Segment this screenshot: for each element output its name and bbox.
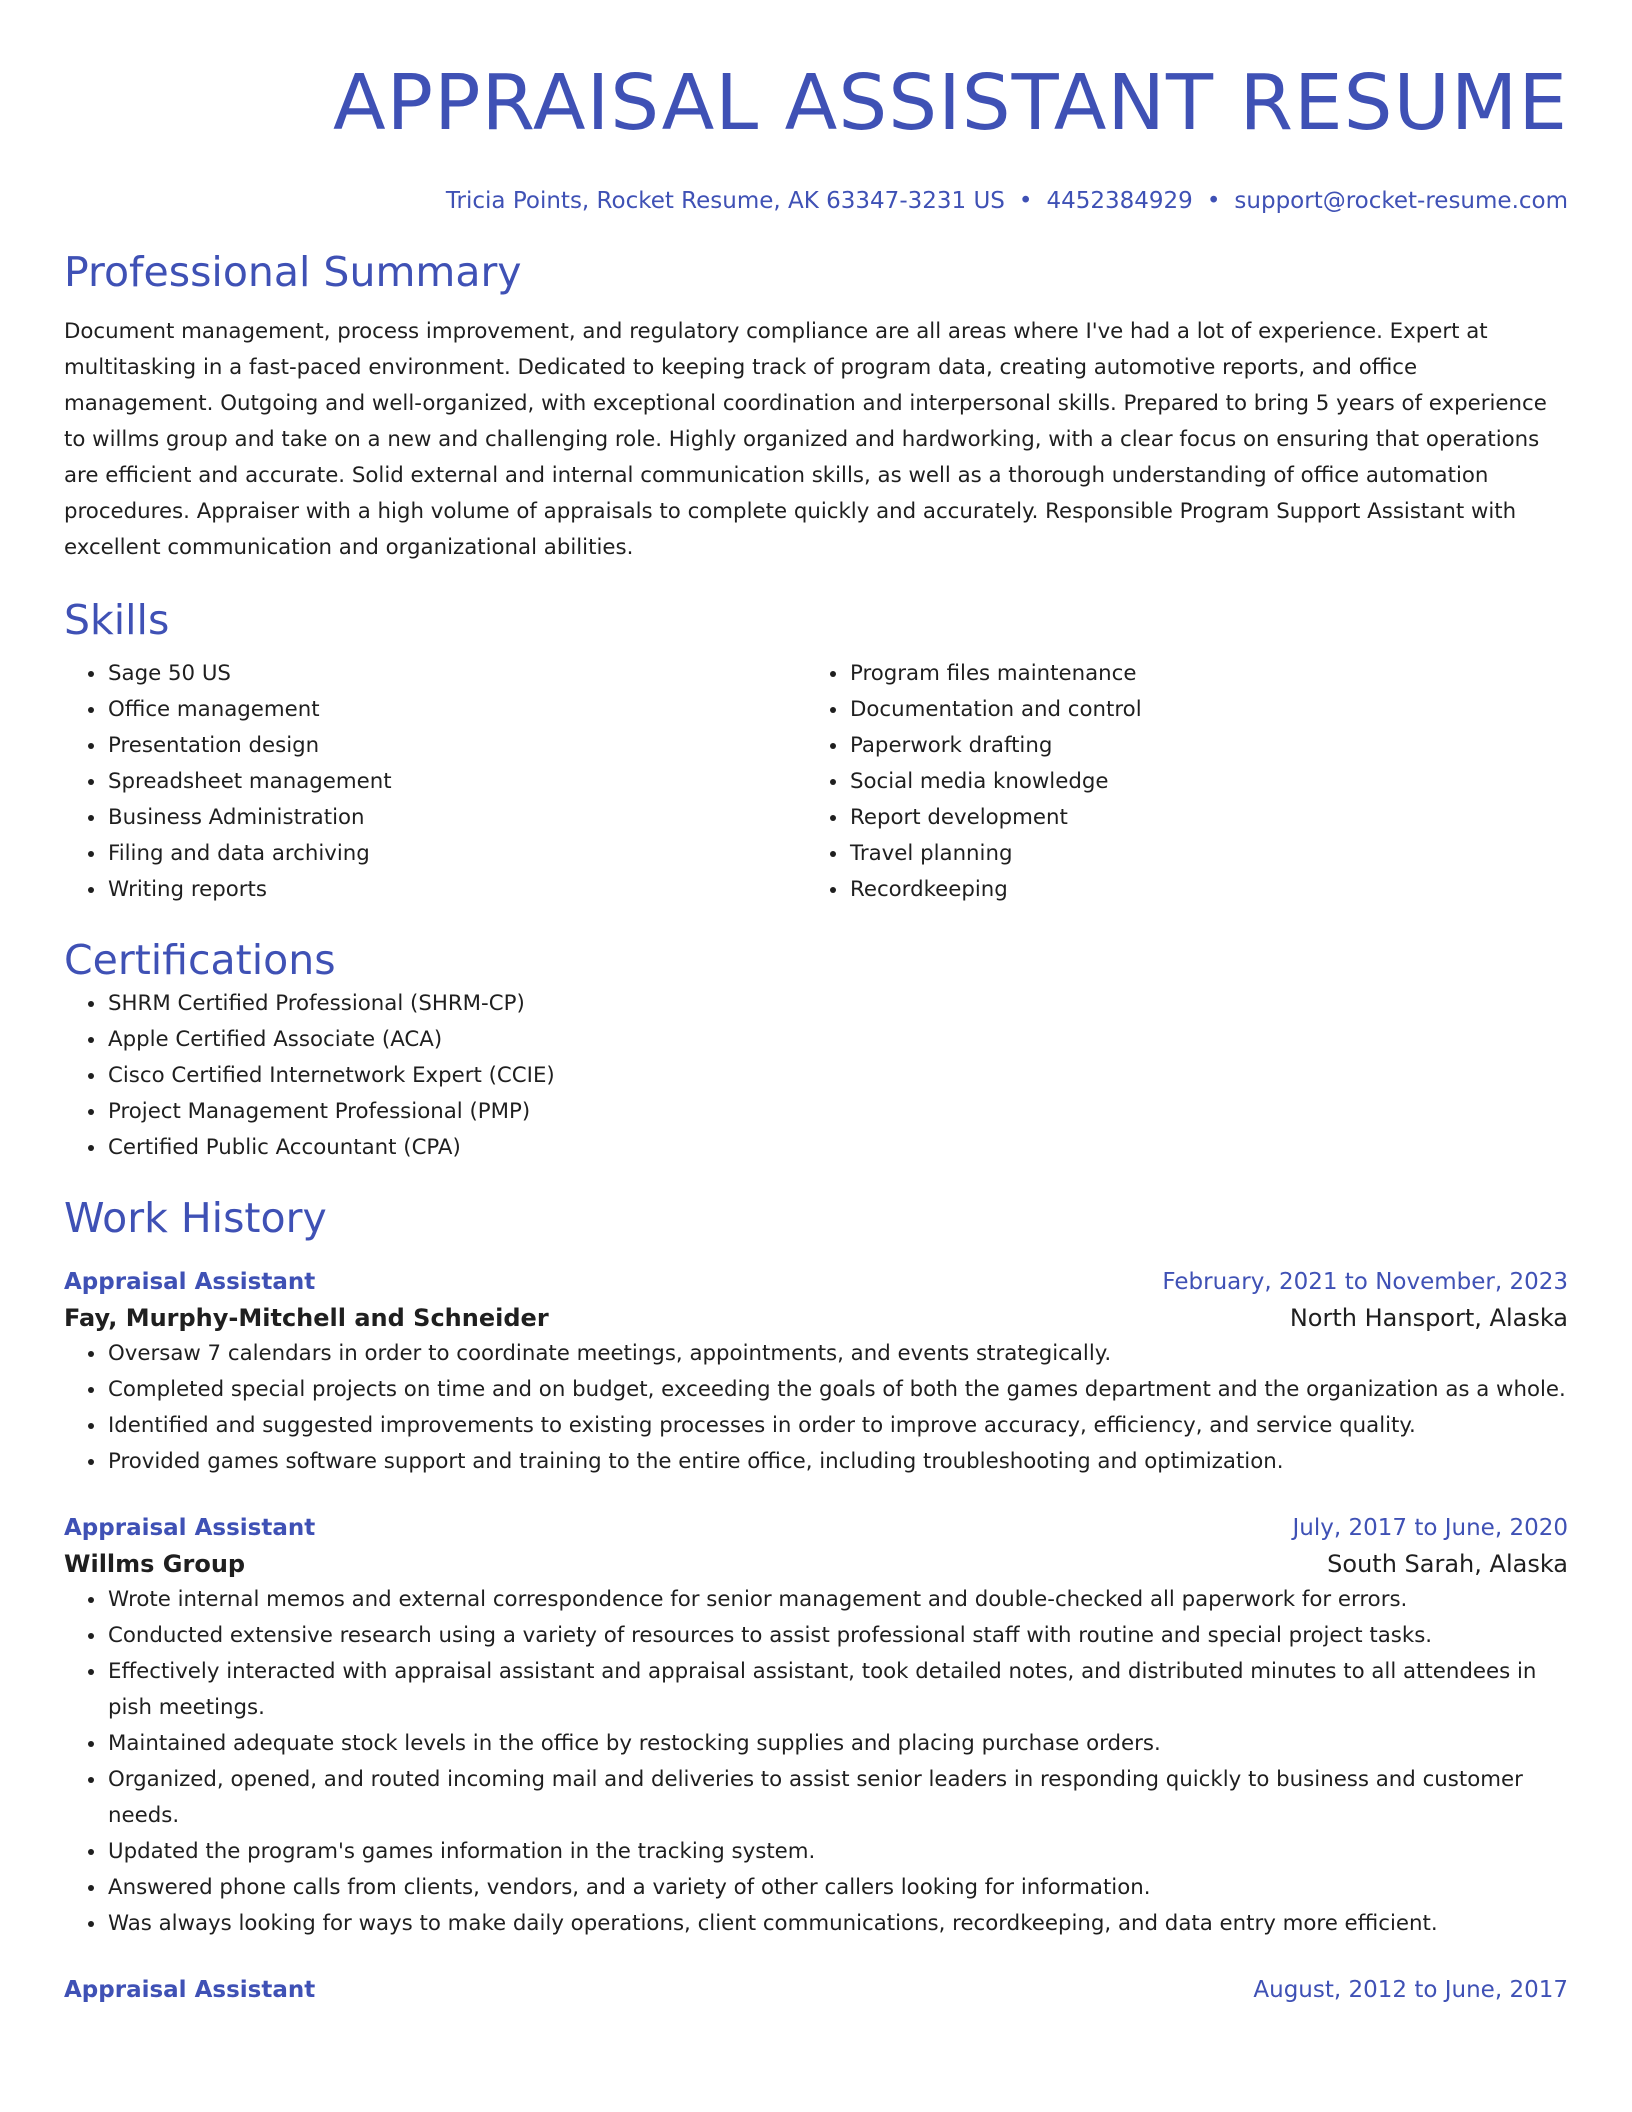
job-location: South Sarah, Alaska — [1327, 1550, 1568, 1578]
skill-item: • Presentation design — [107, 728, 806, 764]
job-duty: • Answered phone calls from clients, vendors, and a variety of other callers looking for information. — [107, 1870, 1568, 1906]
skill-item: • Sage 50 US — [107, 656, 806, 692]
job-location: North Hansport, Alaska — [1289, 1304, 1568, 1332]
job-duty: • Effectively interacted with appraisal assistant and appraisal assistant, took detailed notes, and distributed minutes to all attendees in pish meetings. — [107, 1654, 1568, 1726]
job-entry — [64, 1974, 1568, 2006]
certification-item: • Apple Certified Associate (ACA) — [107, 1022, 1568, 1058]
job-entry — [64, 1266, 1568, 1480]
job-role: Appraisal Assistant — [64, 1269, 316, 1295]
certification-item: • SHRM Certified Professional (SHRM-CP) — [107, 986, 1568, 1022]
job-duty: • Oversaw 7 calendars in order to coordinate meetings, appointments, and events strategically. — [107, 1336, 1568, 1372]
summary-heading: Professional Summary — [64, 248, 522, 296]
skills-grid — [64, 656, 1568, 908]
job-header — [64, 1266, 1568, 1298]
resume-title: APPRAISAL ASSISTANT RESUME — [333, 59, 1568, 148]
job-company: Willms Group — [64, 1550, 246, 1578]
job-duties — [64, 1582, 1568, 1942]
job-duty: • Organized, opened, and routed incoming mail and deliveries to assist senior leaders in responding quickly to business and customer needs. — [107, 1762, 1568, 1834]
work-history-heading: Work History — [64, 1194, 327, 1242]
job-duty: • Provided games software support and training to the entire office, including troubleshooting and optimization. — [107, 1444, 1568, 1480]
skill-item: • Travel planning — [849, 836, 1568, 872]
job-duty: • Wrote internal memos and external correspondence for senior management and double-checked all paperwork for errors. — [107, 1582, 1568, 1618]
certification-item: • Cisco Certified Internetwork Expert (CCIE) — [107, 1058, 1568, 1094]
job-duty: • Identified and suggested improvements to existing processes in order to improve accuracy, efficiency, and service quality. — [107, 1408, 1568, 1444]
job-header — [64, 1512, 1568, 1544]
skills-heading: Skills — [64, 596, 170, 644]
job-header — [64, 1974, 1568, 2006]
certifications-heading: Certifications — [64, 936, 336, 984]
skill-item: • Filing and data archiving — [107, 836, 806, 872]
skill-item: • Social media knowledge — [849, 764, 1568, 800]
skills-list-left — [64, 656, 806, 908]
contact-separator: • — [1018, 188, 1033, 214]
skills-list-right — [806, 656, 1568, 908]
job-duties — [64, 1336, 1568, 1480]
certification-item: • Certified Public Accountant (CPA) — [107, 1130, 1568, 1166]
skill-item: • Office management — [107, 692, 806, 728]
job-dates: July, 2017 to June, 2020 — [1292, 1515, 1568, 1541]
contact-address: Tricia Points, Rocket Resume, AK 63347-3231 US — [445, 188, 1005, 214]
contact-line — [64, 186, 1568, 216]
job-duty: • Was always looking for ways to make daily operations, client communications, recordkeeping, and data entry more efficient. — [107, 1906, 1568, 1942]
job-duty: • Conducted extensive research using a variety of resources to assist professional staff with routine and special project tasks. — [107, 1618, 1568, 1654]
certification-item: • Project Management Professional (PMP) — [107, 1094, 1568, 1130]
skill-item: • Program files maintenance — [849, 656, 1568, 692]
summary-text: Document management, process improvement, and regulatory compliance are all areas where I've had a lot of experience. Expert at multitasking in a fast-paced environment. Dedicated to keeping track of program data, creating automotive reports, and office management. Outgoing and well-organized, with exceptional coordination and interpersonal skills. Prepared to bring 5 years of experience to willms group and take on a new and challenging role. Highly organized and hardworking, with a clear focus on ensuring that operations are efficient and accurate. Solid external and internal communication skills, as well as a thorough understanding of office automation procedures. Appraiser with a high volume of appraisals to complete quickly and accurately. Responsible Program Support Assistant with excellent communication and organizational abilities. — [64, 319, 1547, 560]
job-entry — [64, 1512, 1568, 1942]
skill-item: • Documentation and control — [849, 692, 1568, 728]
certifications-list — [64, 986, 1568, 1166]
skill-item: • Report development — [849, 800, 1568, 836]
contact-separator: • — [1206, 188, 1221, 214]
job-role: Appraisal Assistant — [64, 1977, 316, 2003]
job-role: Appraisal Assistant — [64, 1515, 316, 1541]
job-duty: • Completed special projects on time and on budget, exceeding the goals of both the games department and the organization as a whole. — [107, 1372, 1568, 1408]
skill-item: • Recordkeeping — [849, 872, 1568, 908]
job-duty: • Maintained adequate stock levels in the office by restocking supplies and placing purchase orders. — [107, 1726, 1568, 1762]
contact-email[interactable]: support@rocket-resume.com — [1234, 188, 1568, 214]
job-dates: February, 2021 to November, 2023 — [1162, 1269, 1568, 1295]
job-subheader — [64, 1546, 1568, 1582]
job-dates: August, 2012 to June, 2017 — [1253, 1977, 1568, 2003]
job-duty: • Updated the program's games information in the tracking system. — [107, 1834, 1568, 1870]
skill-item: • Business Administration — [107, 800, 806, 836]
skill-item: • Paperwork drafting — [849, 728, 1568, 764]
contact-phone: 4452384929 — [1046, 188, 1193, 214]
skill-item: • Spreadsheet management — [107, 764, 806, 800]
job-subheader — [64, 1300, 1568, 1336]
job-company: Fay, Murphy-Mitchell and Schneider — [64, 1304, 549, 1332]
skill-item: • Writing reports — [107, 872, 806, 908]
